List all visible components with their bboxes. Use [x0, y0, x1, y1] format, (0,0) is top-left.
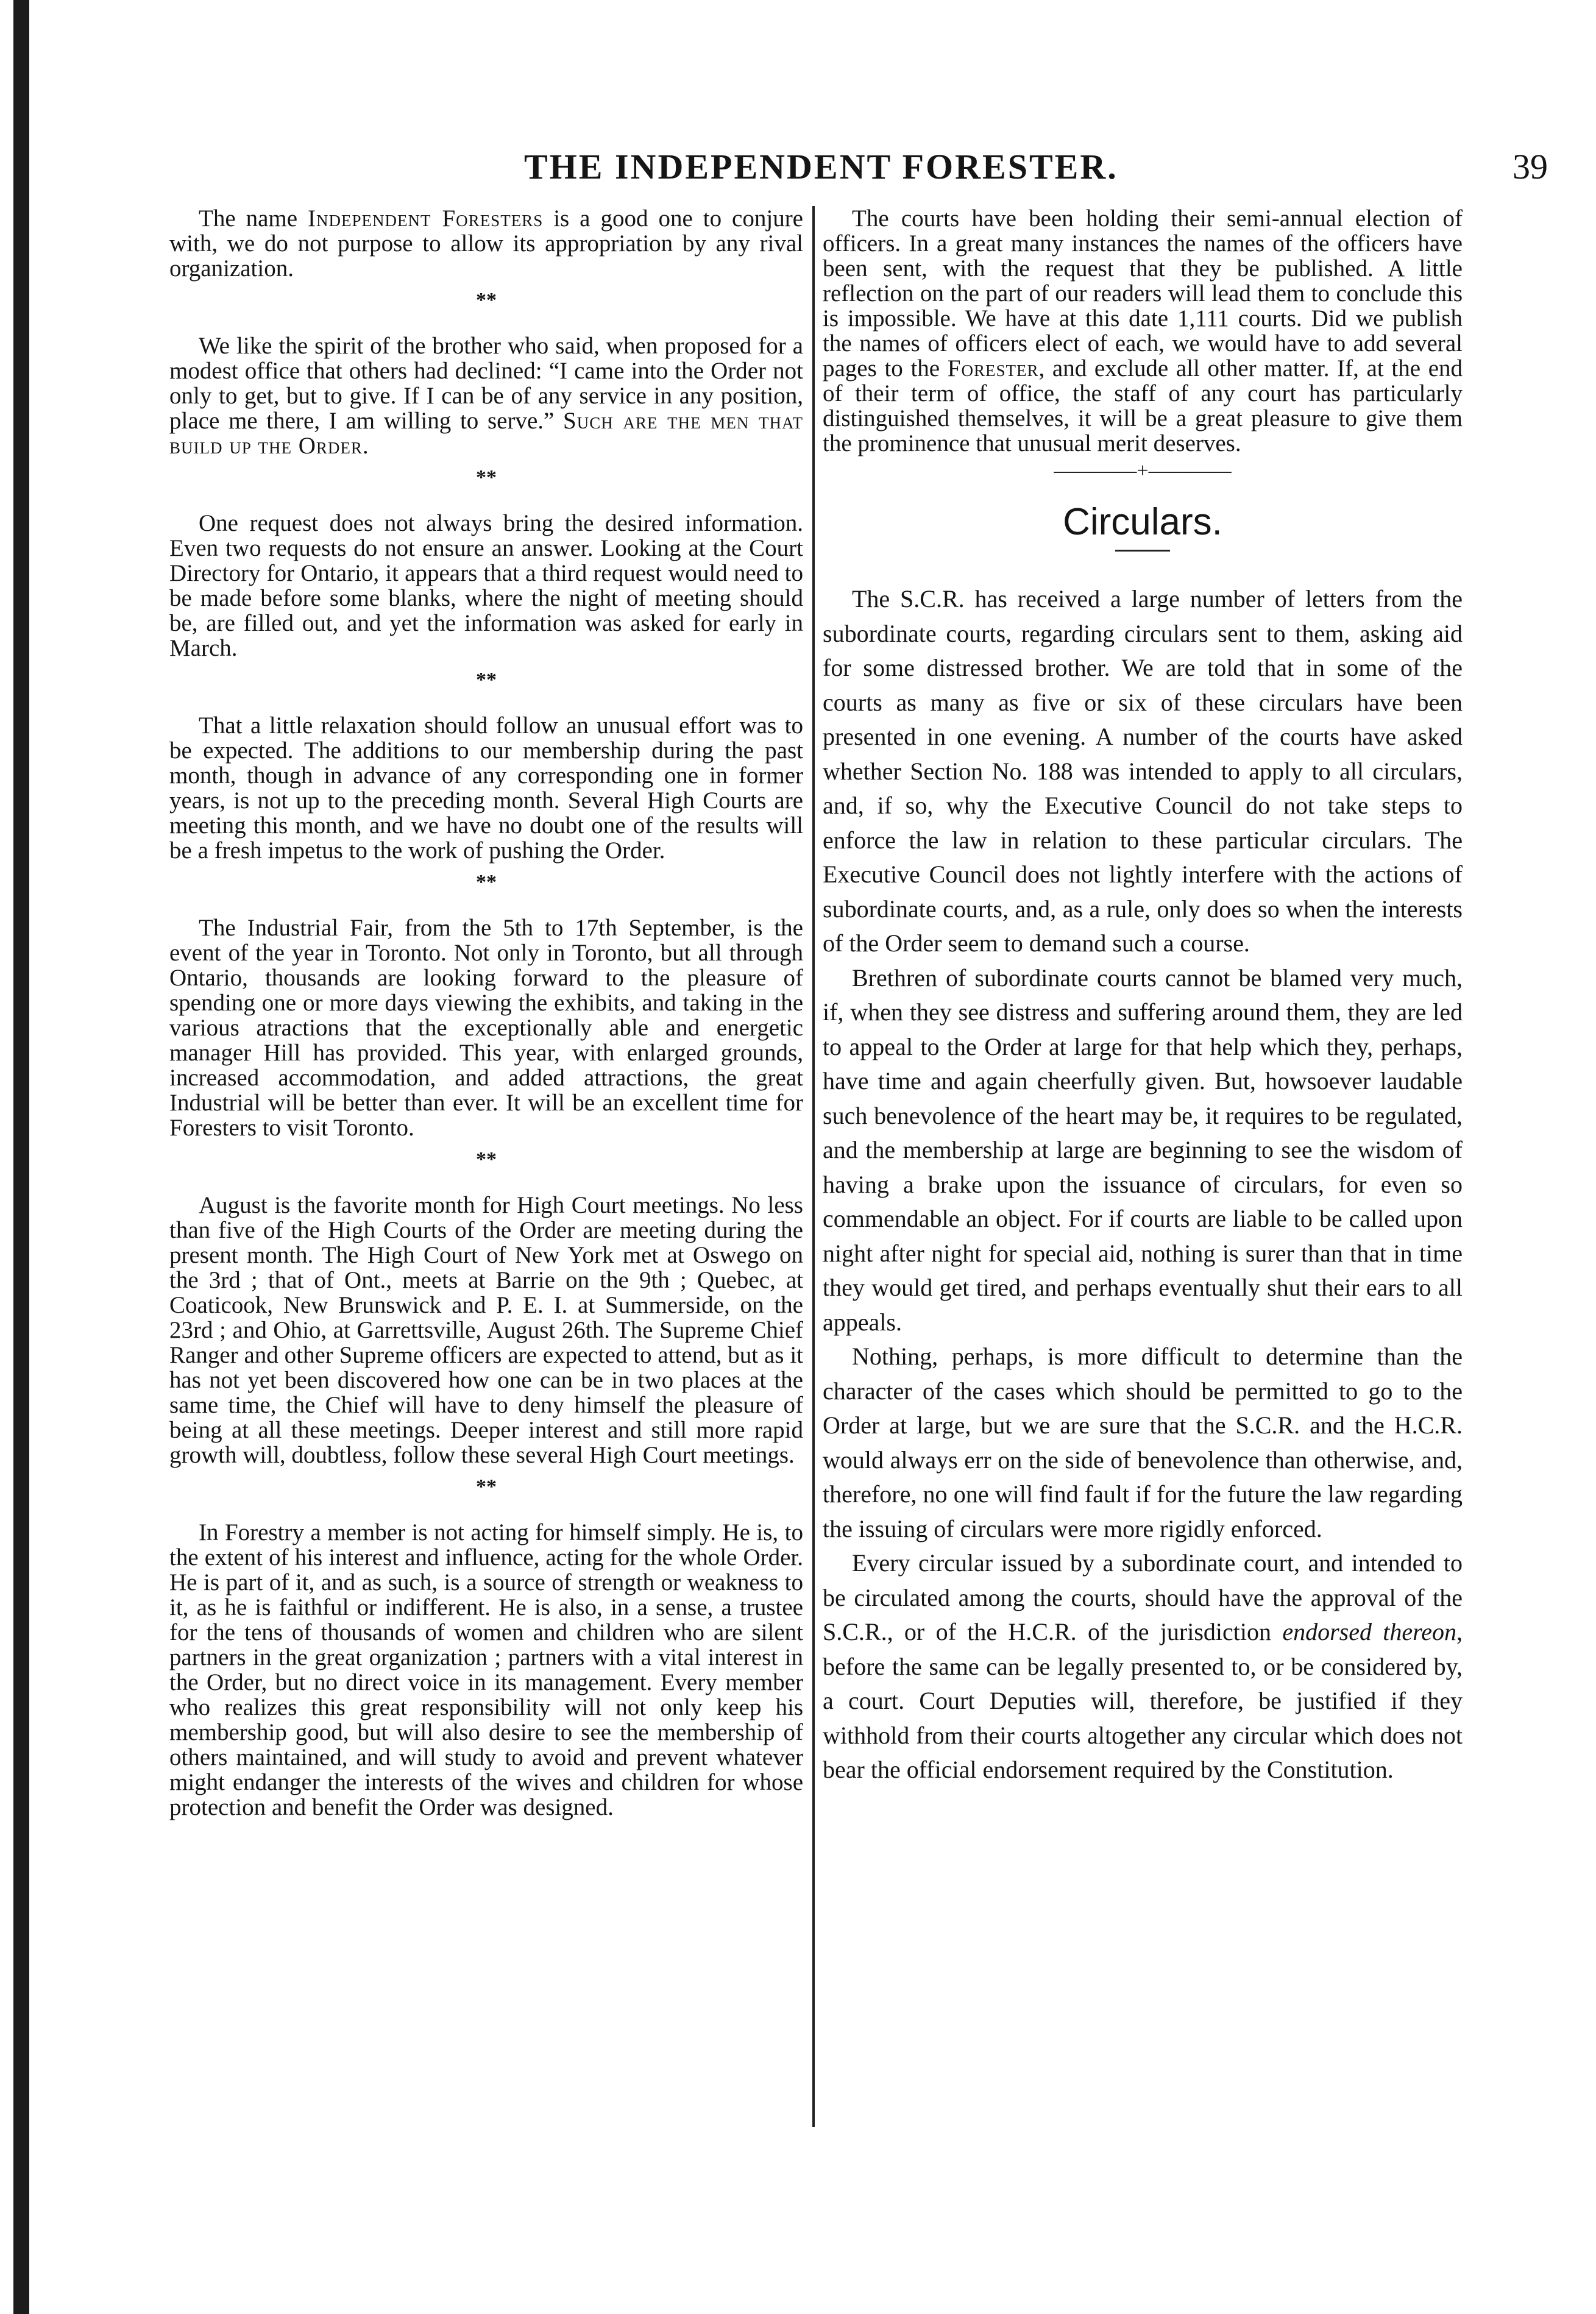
page-number: 39 [1513, 147, 1548, 186]
asterism-separator: ** [476, 871, 497, 893]
section-title-circulars: Circulars. [1063, 501, 1222, 543]
small-caps-name: Independent Foresters [308, 205, 544, 232]
italic-endorsed: endorsed thereon [1282, 1618, 1456, 1645]
page-header [524, 141, 1572, 190]
column-divider [812, 206, 815, 2127]
left-column [169, 206, 803, 1820]
running-title: THE INDEPENDENT FORESTER. [524, 147, 1118, 186]
small-caps-forester: Forester [947, 355, 1039, 382]
asterism-separator: ** [476, 466, 497, 489]
paragraph-forestry-member: In Forestry a member is not acting for himself simply. He is, to the extent of his interest and influence, acting for the whole Order. He is part of it, and as such, is a source of strength or weakness to it, as he is faithful or indifferent. He is also, in a sense, a trustee for the tens of thousands of women and children who are silent partners in the great organization ; partners with a vital interest in the Order, but no direct voice in its management. Every member who realizes this great responsibility will not only keep his membership good, but will also desire to see the membership of others maintained, and will study to avoid and prevent whatever might endanger the interests of the wives and children for whose protection and benefit the Order was designed. [169, 1519, 803, 1820]
paragraph-nothing-difficult: Nothing, perhaps, is more difficult to determine than the character of the cases which should be permitted to go to the Order at large, but we are sure that the S.C.R. and the H.C.R. would always err on the side of benevolence than otherwise, and, therefore, no one will find fault if for the future the law regarding the issuing of circulars were more rigidly enforced. [823, 1343, 1463, 1542]
paragraph-every-circular: Every circular issued by a subordinate court, and intended to be circulated among the courts, should have the approval of the S.C.R., or of the H.C.R. of the jurisdiction endorsed thereon, before the same can be legally presented to, or be considered by, a court. Court Deputies will, therefore, be justified if they withhold from their courts altogether any circular which does not bear the official endorsement required by the Constitution. [823, 1549, 1463, 1783]
paragraph-relaxation: That a little relaxation should follow an unusual effort was to be expected. The additions to our membership during the past month, though in advance of any corresponding one in former years, is not up to the preceding month. Several High Courts are meeting this month, and we have no doubt one of the results will be a fresh impetus to the work of pushing the Order. [169, 712, 803, 864]
paragraph-semi-annual-election: The courts have been holding their semi-annual election of officers. In a great many instances the names of the officers have been sent, with the request that they be published. A little reflection on the part of our readers will lead them to conclude this is impossible. We have at this date 1,111 courts. Did we publish the names of officers elect of each, we would have to add several pages to the Forester, and exclude all other matter. If, at the end of their term of office, the staff of any court has particularly distinguished themselves, it will be a great pleasure to give them the prominence that unusual merit deserves. [823, 205, 1463, 456]
paragraph-spirit-of-brother: We like the spirit of the brother who said, when proposed for a modest office that others had declined: “I came into the Order not only to get, but to give. If I can be of any service in any position, place me there, I am willing to serve.” Such are the men that build up the Order. [169, 333, 803, 459]
asterism-separator: ** [476, 1475, 497, 1498]
paragraph-requests: One request does not always bring the desired information. Even two requests do not ensure an answer. Looking at the Court Directory for Ontario, it appears that a third request would need to be made before some blanks, where the night of meeting should be, are filled out, and yet the information was asked for early in March. [169, 510, 803, 661]
page-edge-shadow [13, 0, 29, 2314]
paragraph-brethren: Brethren of subordinate courts cannot be blamed very much, if, when they see distress and suffering around them, they are led to appeal to the Order at large for that help which they, perhaps, have time and again cheerfully given. But, howsoever laudable such benevolence of the heart may be, it requires to be regulated, and the membership at large are beginning to see the wisdom of having a brake upon the issuance of circulars, for even so commendable an object. For if courts are liable to be called upon night after night for special aid, nothing is surer than that in time they would get tired, and perhaps eventually shut their ears to all appeals. [823, 964, 1463, 1336]
right-column [823, 206, 1463, 1787]
asterism-separator: ** [476, 669, 497, 691]
paragraph-circulars-received: The S.C.R. has received a large number of letters from the subordinate courts, regarding circulars sent to them, asking aid for some distressed brother. We are told that in some of the courts as many as five or six of these circulars have been presented in one evening. A number of the courts have asked whether Section No. 188 was intended to apply to all circulars, and, if so, why the Executive Council do not take steps to enforce the law in relation to these particular circulars. The Executive Council does not lightly interfere with the actions of subordinate courts, and, as a rule, only does so when the interests of the Order seem to demand such a course. [823, 585, 1463, 957]
short-rule [1115, 550, 1170, 552]
ornamental-divider: ————+———— [1054, 460, 1232, 482]
small-caps-tagline: Such are the men that build up the Order. [169, 408, 803, 459]
paragraph-industrial-fair: The Industrial Fair, from the 5th to 17th September, is the event of the year in Toronto. Not only in Toronto, but all through Ontario, thousands are looking forward to the pleasure of spending one or more days viewing the exhibits, and taking in the various atractions that the exceptionally able and energetic manager Hill has provided. This year, with enlarged grounds, increased accommodation, and added attractions, the great Industrial will be better than ever. It will be an excellent time for Foresters to visit Toronto. [169, 915, 803, 1141]
paragraph-name-appropriation: The name Independent Foresters is a good one to conjure with, we do not purpose to allow its appropriation by any rival organization. [169, 205, 803, 282]
asterism-separator: ** [476, 289, 497, 311]
asterism-separator: ** [476, 1148, 497, 1171]
paragraph-high-court-meetings: August is the favorite month for High Court meetings. No less than five of the High Courts of the Order are meeting during the present month. The High Court of New York met at Oswego on the 3rd ; that of Ont., meets at Barrie on the 9th ; Quebec, at Coaticook, New Brunswick and P. E. I. at Summerside, on the 23rd ; and Ohio, at Garrettsville, August 26th. The Supreme Chief Ranger and other Supreme officers are expected to attend, but as it has not yet been discovered how one can be in two places at the same time, the Chief will have to deny himself the pleasure of being at all these meetings. Deeper interest and still more rapid growth will, doubtless, follow these several High Court meetings. [169, 1192, 803, 1468]
